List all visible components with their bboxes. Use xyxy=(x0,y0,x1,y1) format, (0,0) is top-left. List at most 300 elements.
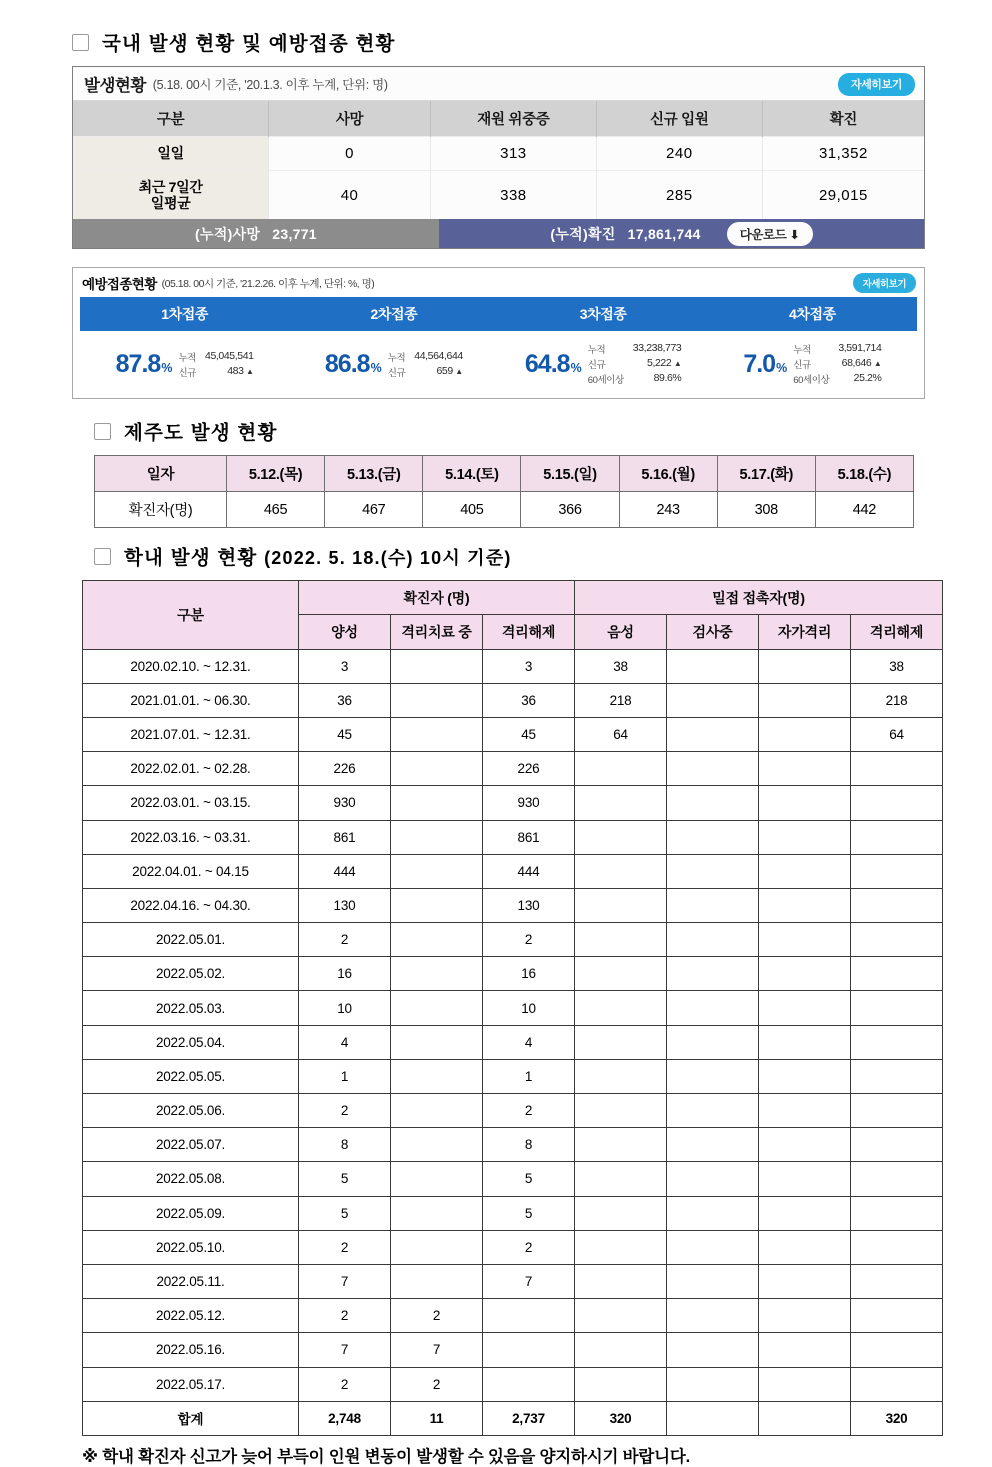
school-cell-testing xyxy=(667,1162,759,1196)
school-cell-isolation-released: 10 xyxy=(483,991,575,1025)
school-cell-testing xyxy=(667,1196,759,1230)
school-cell-self-isolation xyxy=(759,991,851,1025)
occurrence-daily-death: 0 xyxy=(269,137,431,171)
school-cell-self-isolation xyxy=(759,649,851,683)
school-cell-positive: 861 xyxy=(299,820,391,854)
cumulative-confirmed-value: 17,861,744 xyxy=(627,225,701,242)
vaccination-widget-title: 예방접종현황 xyxy=(82,277,157,293)
school-total-isolation-released: 2,737 xyxy=(483,1401,575,1435)
jeju-value-0512: 465 xyxy=(227,492,325,528)
school-cell-in-isolation-treatment xyxy=(391,683,483,717)
school-cell-positive: 10 xyxy=(299,991,391,1025)
school-cell-contact-isolation-released xyxy=(851,1333,943,1367)
school-cell-in-isolation-treatment xyxy=(391,1230,483,1264)
download-button[interactable]: 다운로드 ⬇ xyxy=(727,222,813,246)
vaccination-dose-4-percent: 7.0% xyxy=(743,349,787,378)
school-row-label: 2022.03.16. ~ 03.31. xyxy=(83,820,299,854)
school-col-gubun: 구분 xyxy=(83,581,299,649)
table-row xyxy=(83,1367,943,1401)
new-value: 659 ▲ xyxy=(436,364,463,377)
vaccination-dose-1-cell xyxy=(80,342,289,386)
table-row xyxy=(83,683,943,717)
school-table-total-row xyxy=(83,1401,943,1435)
occurrence-avg-critical: 338 xyxy=(430,171,596,220)
checkbox-icon xyxy=(94,423,111,440)
school-cell-negative xyxy=(575,991,667,1025)
table-row xyxy=(83,1333,943,1367)
vaccination-dose-header-row xyxy=(80,297,917,331)
footnote: ※ 학내 확진자 신고가 늦어 부득이 인원 변동이 발생할 수 있음을 양지하시기 바랍니다. xyxy=(82,1447,690,1466)
school-cell-contact-isolation-released xyxy=(851,888,943,922)
school-row-label: 2021.07.01. ~ 12.31. xyxy=(83,717,299,751)
school-cell-contact-isolation-released xyxy=(851,752,943,786)
school-cell-in-isolation-treatment xyxy=(391,717,483,751)
school-cell-positive: 930 xyxy=(299,786,391,820)
school-cell-isolation-released: 2 xyxy=(483,923,575,957)
table-row xyxy=(83,888,943,922)
school-cell-self-isolation xyxy=(759,1367,851,1401)
vaccination-widget-header xyxy=(73,268,924,297)
school-cell-negative xyxy=(575,957,667,991)
school-cell-isolation-released: 45 xyxy=(483,717,575,751)
school-row-label: 2022.05.05. xyxy=(83,1059,299,1093)
school-cell-testing xyxy=(667,786,759,820)
school-col-in-isolation-treatment: 격리치료 중 xyxy=(391,615,483,649)
cumulative-label: 누적 xyxy=(587,345,606,357)
school-cell-testing xyxy=(667,854,759,888)
jeju-col-0516: 5.16.(월) xyxy=(619,456,717,492)
new-value: 483 ▲ xyxy=(227,364,254,377)
school-cell-in-isolation-treatment xyxy=(391,1196,483,1230)
school-cell-in-isolation-treatment xyxy=(391,820,483,854)
school-cell-isolation-released: 861 xyxy=(483,820,575,854)
school-row-label: 2022.05.17. xyxy=(83,1367,299,1401)
school-total-in-isolation-treatment: 11 xyxy=(391,1401,483,1435)
cumulative-value: 44,564,644 xyxy=(414,349,463,362)
school-row-label: 2022.05.09. xyxy=(83,1196,299,1230)
school-cell-isolation-released: 7 xyxy=(483,1264,575,1298)
table-row xyxy=(83,752,943,786)
school-cell-self-isolation xyxy=(759,1230,851,1264)
table-row xyxy=(83,923,943,957)
table-row xyxy=(83,1230,943,1264)
new-label: 신규 xyxy=(793,360,811,372)
school-cell-testing xyxy=(667,1059,759,1093)
school-cell-contact-isolation-released xyxy=(851,923,943,957)
vaccination-dose-2-stats xyxy=(388,350,463,379)
table-row xyxy=(83,820,943,854)
school-table xyxy=(82,580,943,1436)
school-cell-contact-isolation-released xyxy=(851,1059,943,1093)
school-cell-isolation-released: 5 xyxy=(483,1196,575,1230)
school-cell-in-isolation-treatment xyxy=(391,1264,483,1298)
jeju-col-date: 일자 xyxy=(95,456,227,492)
school-cell-isolation-released xyxy=(483,1333,575,1367)
vaccination-dose-3-label: 3차접종 xyxy=(579,306,627,323)
new-label: 신규 xyxy=(587,360,606,372)
school-total-self-isolation xyxy=(759,1401,851,1435)
table-row xyxy=(73,171,924,220)
school-col-contact-isolation-released: 격리해제 xyxy=(851,615,943,649)
occurrence-avg-new-admission: 285 xyxy=(596,171,762,220)
cumulative-confirmed-label: (누적)확진 xyxy=(550,225,616,242)
occurrence-col-death: 사망 xyxy=(269,101,431,137)
occurrence-detail-button[interactable]: 자세히보기 xyxy=(838,73,915,96)
school-row-label: 2022.04.01. ~ 04.15 xyxy=(83,854,299,888)
vaccination-widget-subtitle: (05.18. 00시 기준, '21.2.26. 이후 누계, 단위: %, 명) xyxy=(161,277,375,290)
school-cell-contact-isolation-released xyxy=(851,991,943,1025)
vaccination-detail-button[interactable]: 자세히보기 xyxy=(853,273,916,293)
school-total-label: 합계 xyxy=(83,1401,299,1435)
school-cell-negative xyxy=(575,854,667,888)
section-title-jeju: 제주도 발생 현황 xyxy=(124,422,278,445)
school-cell-negative xyxy=(575,1094,667,1128)
school-row-label: 2022.05.02. xyxy=(83,957,299,991)
vaccination-dose-1-label: 1차접종 xyxy=(161,306,208,323)
vaccination-dose-3-stats xyxy=(588,342,682,386)
vaccination-dose-1-stats xyxy=(178,350,253,379)
table-row xyxy=(83,717,943,751)
school-cell-in-isolation-treatment xyxy=(391,923,483,957)
school-cell-negative: 38 xyxy=(575,649,667,683)
occurrence-row-label-line1: 최근 7일간 xyxy=(138,179,203,195)
school-cell-negative xyxy=(575,1162,667,1196)
elderly-label: 60세이상 xyxy=(793,375,830,387)
school-cell-self-isolation xyxy=(759,923,851,957)
school-cell-positive: 5 xyxy=(299,1162,391,1196)
school-row-label: 2022.05.04. xyxy=(83,1025,299,1059)
occurrence-col-new-admission: 신규 입원 xyxy=(596,101,762,137)
table-row xyxy=(83,1264,943,1298)
school-group-confirmed: 확진자 (명) xyxy=(299,581,575,615)
school-cell-testing xyxy=(667,752,759,786)
section-heading-school xyxy=(94,542,932,570)
cumulative-label: 누적 xyxy=(387,352,406,364)
occurrence-row-label-line2: 일평균 xyxy=(150,195,191,212)
school-row-label: 2021.01.01. ~ 06.30. xyxy=(83,683,299,717)
school-cell-positive: 2 xyxy=(299,1230,391,1264)
school-total-negative: 320 xyxy=(575,1401,667,1435)
school-row-label: 2020.02.10. ~ 12.31. xyxy=(83,649,299,683)
school-section xyxy=(72,542,932,1467)
school-cell-in-isolation-treatment xyxy=(391,649,483,683)
school-cell-testing xyxy=(667,923,759,957)
cumulative-value: 33,238,773 xyxy=(632,342,682,355)
school-cell-isolation-released: 226 xyxy=(483,752,575,786)
occurrence-row-label-7day-avg xyxy=(73,171,269,220)
school-row-label: 2022.05.01. xyxy=(83,923,299,957)
school-cell-contact-isolation-released xyxy=(851,1196,943,1230)
occurrence-footer xyxy=(73,219,924,248)
school-cell-testing xyxy=(667,820,759,854)
school-cell-self-isolation xyxy=(759,1333,851,1367)
table-row xyxy=(83,1299,943,1333)
school-cell-positive: 7 xyxy=(299,1264,391,1298)
school-cell-self-isolation xyxy=(759,1059,851,1093)
occurrence-daily-new-admission: 240 xyxy=(596,137,762,171)
jeju-col-0518: 5.18.(수) xyxy=(815,456,913,492)
school-cell-isolation-released xyxy=(483,1299,575,1333)
school-cell-in-isolation-treatment xyxy=(391,854,483,888)
school-cell-negative: 64 xyxy=(575,717,667,751)
school-cell-contact-isolation-released xyxy=(851,1367,943,1401)
checkbox-icon xyxy=(72,34,89,51)
school-cell-isolation-released: 444 xyxy=(483,854,575,888)
school-cell-testing xyxy=(667,991,759,1025)
school-cell-positive: 2 xyxy=(299,923,391,957)
school-row-label: 2022.03.01. ~ 03.15. xyxy=(83,786,299,820)
occurrence-avg-confirmed: 29,015 xyxy=(762,171,924,220)
school-cell-in-isolation-treatment xyxy=(391,1094,483,1128)
vaccination-dose-3-cell xyxy=(499,342,708,386)
school-cell-contact-isolation-released: 218 xyxy=(851,683,943,717)
up-arrow-icon: ▲ xyxy=(673,359,682,369)
occurrence-avg-death: 40 xyxy=(269,171,431,220)
elderly-label: 60세이상 xyxy=(587,375,624,387)
school-cell-positive: 2 xyxy=(299,1094,391,1128)
school-col-negative: 음성 xyxy=(575,615,667,649)
vaccination-dose-2-cell xyxy=(289,342,498,386)
school-cell-self-isolation xyxy=(759,717,851,751)
occurrence-table xyxy=(73,101,924,219)
school-total-contact-isolation-released: 320 xyxy=(851,1401,943,1435)
vaccination-dose-values-row xyxy=(73,331,924,398)
table-row xyxy=(83,1094,943,1128)
occurrence-widget-header xyxy=(73,67,924,101)
school-cell-contact-isolation-released xyxy=(851,1230,943,1264)
school-cell-self-isolation xyxy=(759,1094,851,1128)
table-row xyxy=(83,1196,943,1230)
school-cell-testing xyxy=(667,1367,759,1401)
up-arrow-icon: ▲ xyxy=(873,359,882,369)
table-row xyxy=(83,1128,943,1162)
occurrence-daily-confirmed: 31,352 xyxy=(762,137,924,171)
school-cell-testing xyxy=(667,649,759,683)
school-cell-negative xyxy=(575,820,667,854)
section-heading-jeju xyxy=(94,417,932,445)
cumulative-confirmed-block xyxy=(439,219,924,248)
section-title-school: 학내 발생 현황 (2022. 5. 18.(수) 10시 기준) xyxy=(124,547,512,570)
school-cell-positive: 2 xyxy=(299,1299,391,1333)
school-col-positive: 양성 xyxy=(299,615,391,649)
school-cell-contact-isolation-released xyxy=(851,1025,943,1059)
school-cell-negative xyxy=(575,1196,667,1230)
school-cell-isolation-released: 36 xyxy=(483,683,575,717)
school-cell-negative xyxy=(575,786,667,820)
cumulative-value: 45,045,541 xyxy=(205,349,254,362)
school-cell-testing xyxy=(667,717,759,751)
occurrence-widget-subtitle: (5.18. 00시 기준, '20.1.3. 이후 누계, 단위: 명) xyxy=(152,78,388,92)
school-cell-contact-isolation-released xyxy=(851,1094,943,1128)
school-cell-isolation-released: 3 xyxy=(483,649,575,683)
new-value: 68,646 ▲ xyxy=(841,357,882,370)
elderly-value: 89.6% xyxy=(653,372,682,385)
table-row xyxy=(83,957,943,991)
jeju-value-0517: 308 xyxy=(717,492,815,528)
school-col-isolation-released: 격리해제 xyxy=(483,615,575,649)
school-cell-negative xyxy=(575,923,667,957)
school-cell-contact-isolation-released xyxy=(851,1162,943,1196)
school-cell-contact-isolation-released xyxy=(851,1264,943,1298)
school-cell-in-isolation-treatment xyxy=(391,888,483,922)
school-cell-testing xyxy=(667,1094,759,1128)
occurrence-table-header-row xyxy=(73,101,924,137)
school-cell-contact-isolation-released xyxy=(851,957,943,991)
table-row xyxy=(83,991,943,1025)
occurrence-widget xyxy=(72,66,925,249)
school-cell-self-isolation xyxy=(759,1162,851,1196)
vaccination-dose-3-percent: 64.8% xyxy=(524,349,581,378)
school-row-label: 2022.05.12. xyxy=(83,1299,299,1333)
school-cell-positive: 5 xyxy=(299,1196,391,1230)
jeju-value-0518: 442 xyxy=(815,492,913,528)
jeju-row-label: 확진자(명) xyxy=(95,492,227,528)
cumulative-value: 3,591,714 xyxy=(838,342,882,355)
school-cell-isolation-released: 4 xyxy=(483,1025,575,1059)
school-cell-in-isolation-treatment: 7 xyxy=(391,1333,483,1367)
school-cell-in-isolation-treatment xyxy=(391,957,483,991)
school-cell-self-isolation xyxy=(759,1128,851,1162)
school-cell-self-isolation xyxy=(759,820,851,854)
vaccination-dose-1-percent: 87.8% xyxy=(115,349,172,378)
occurrence-col-critical: 재원 위중증 xyxy=(430,101,596,137)
school-cell-in-isolation-treatment: 2 xyxy=(391,1299,483,1333)
school-cell-testing xyxy=(667,1264,759,1298)
school-cell-contact-isolation-released xyxy=(851,1128,943,1162)
school-cell-negative xyxy=(575,888,667,922)
new-value: 5,222 ▲ xyxy=(647,357,682,370)
table-row xyxy=(83,1162,943,1196)
school-cell-in-isolation-treatment xyxy=(391,1128,483,1162)
school-cell-contact-isolation-released: 64 xyxy=(851,717,943,751)
school-cell-isolation-released: 1 xyxy=(483,1059,575,1093)
jeju-value-0513: 467 xyxy=(325,492,423,528)
jeju-col-0513: 5.13.(금) xyxy=(325,456,423,492)
vaccination-widget xyxy=(72,267,925,399)
vaccination-dose-2-label: 2차접종 xyxy=(370,306,418,323)
school-cell-isolation-released: 2 xyxy=(483,1230,575,1264)
school-row-label: 2022.05.16. xyxy=(83,1333,299,1367)
school-cell-negative xyxy=(575,1299,667,1333)
school-cell-self-isolation xyxy=(759,1196,851,1230)
school-row-label: 2022.04.16. ~ 04.30. xyxy=(83,888,299,922)
school-cell-negative xyxy=(575,1367,667,1401)
school-cell-negative: 218 xyxy=(575,683,667,717)
section-title-school-date: (2022. 5. 18.(수) 10시 기준) xyxy=(264,548,512,569)
school-cell-in-isolation-treatment xyxy=(391,786,483,820)
school-cell-contact-isolation-released xyxy=(851,854,943,888)
jeju-value-0515: 366 xyxy=(521,492,619,528)
school-row-label: 2022.05.07. xyxy=(83,1128,299,1162)
table-row xyxy=(73,137,924,171)
school-total-positive: 2,748 xyxy=(299,1401,391,1435)
school-cell-positive: 226 xyxy=(299,752,391,786)
table-row xyxy=(83,649,943,683)
school-cell-testing xyxy=(667,683,759,717)
school-cell-negative xyxy=(575,1025,667,1059)
occurrence-col-gubun: 구분 xyxy=(73,101,269,137)
vaccination-dose-4-stats xyxy=(793,342,881,386)
checkbox-icon xyxy=(94,548,111,565)
school-cell-isolation-released xyxy=(483,1367,575,1401)
school-cell-isolation-released: 930 xyxy=(483,786,575,820)
school-cell-negative xyxy=(575,1333,667,1367)
school-table-body xyxy=(83,649,943,1401)
school-cell-self-isolation xyxy=(759,1299,851,1333)
jeju-value-0516: 243 xyxy=(619,492,717,528)
elderly-value: 25.2% xyxy=(853,372,882,385)
table-row xyxy=(83,854,943,888)
vaccination-dose-4-cell xyxy=(708,342,917,386)
school-cell-testing xyxy=(667,1230,759,1264)
school-row-label: 2022.05.11. xyxy=(83,1264,299,1298)
jeju-table-header-row xyxy=(95,456,914,492)
school-cell-positive: 8 xyxy=(299,1128,391,1162)
table-row xyxy=(83,1059,943,1093)
school-cell-contact-isolation-released xyxy=(851,1299,943,1333)
school-cell-testing xyxy=(667,1128,759,1162)
school-cell-testing xyxy=(667,1333,759,1367)
up-arrow-icon: ▲ xyxy=(455,366,463,376)
jeju-col-0512: 5.12.(목) xyxy=(227,456,325,492)
jeju-col-0517: 5.17.(화) xyxy=(717,456,815,492)
school-cell-in-isolation-treatment: 2 xyxy=(391,1367,483,1401)
cumulative-label: 누적 xyxy=(178,352,197,364)
school-cell-negative xyxy=(575,1059,667,1093)
school-row-label: 2022.02.01. ~ 02.28. xyxy=(83,752,299,786)
cumulative-death-value: 23,771 xyxy=(272,225,317,242)
school-cell-testing xyxy=(667,957,759,991)
school-cell-isolation-released: 5 xyxy=(483,1162,575,1196)
vaccination-dose-2-percent: 86.8% xyxy=(324,349,381,378)
jeju-table xyxy=(94,455,914,528)
school-col-testing: 검사중 xyxy=(667,615,759,649)
school-cell-isolation-released: 16 xyxy=(483,957,575,991)
school-cell-positive: 7 xyxy=(299,1333,391,1367)
school-cell-positive: 1 xyxy=(299,1059,391,1093)
school-cell-positive: 4 xyxy=(299,1025,391,1059)
school-group-close-contact: 밀접 접촉자(명) xyxy=(575,581,943,615)
school-cell-negative xyxy=(575,1128,667,1162)
school-cell-testing xyxy=(667,888,759,922)
school-row-label: 2022.05.08. xyxy=(83,1162,299,1196)
table-row xyxy=(83,786,943,820)
up-arrow-icon: ▲ xyxy=(246,366,254,376)
new-label: 신규 xyxy=(387,367,406,379)
cumulative-death-label: (누적)사망 xyxy=(195,225,261,242)
school-cell-negative xyxy=(575,1230,667,1264)
school-cell-contact-isolation-released: 38 xyxy=(851,649,943,683)
school-row-label: 2022.05.06. xyxy=(83,1094,299,1128)
school-cell-isolation-released: 8 xyxy=(483,1128,575,1162)
school-cell-self-isolation xyxy=(759,888,851,922)
school-total-testing xyxy=(667,1401,759,1435)
school-cell-testing xyxy=(667,1025,759,1059)
school-cell-self-isolation xyxy=(759,752,851,786)
school-cell-positive: 444 xyxy=(299,854,391,888)
school-row-label: 2022.05.10. xyxy=(83,1230,299,1264)
occurrence-col-confirmed: 확진 xyxy=(762,101,924,137)
school-cell-in-isolation-treatment xyxy=(391,752,483,786)
school-cell-in-isolation-treatment xyxy=(391,1162,483,1196)
cumulative-label: 누적 xyxy=(793,345,811,357)
section-title-domestic: 국내 발생 현황 및 예방접종 현황 xyxy=(102,33,396,55)
school-cell-isolation-released: 2 xyxy=(483,1094,575,1128)
school-cell-in-isolation-treatment xyxy=(391,991,483,1025)
school-cell-testing xyxy=(667,1299,759,1333)
school-cell-negative xyxy=(575,1264,667,1298)
table-row xyxy=(83,1025,943,1059)
